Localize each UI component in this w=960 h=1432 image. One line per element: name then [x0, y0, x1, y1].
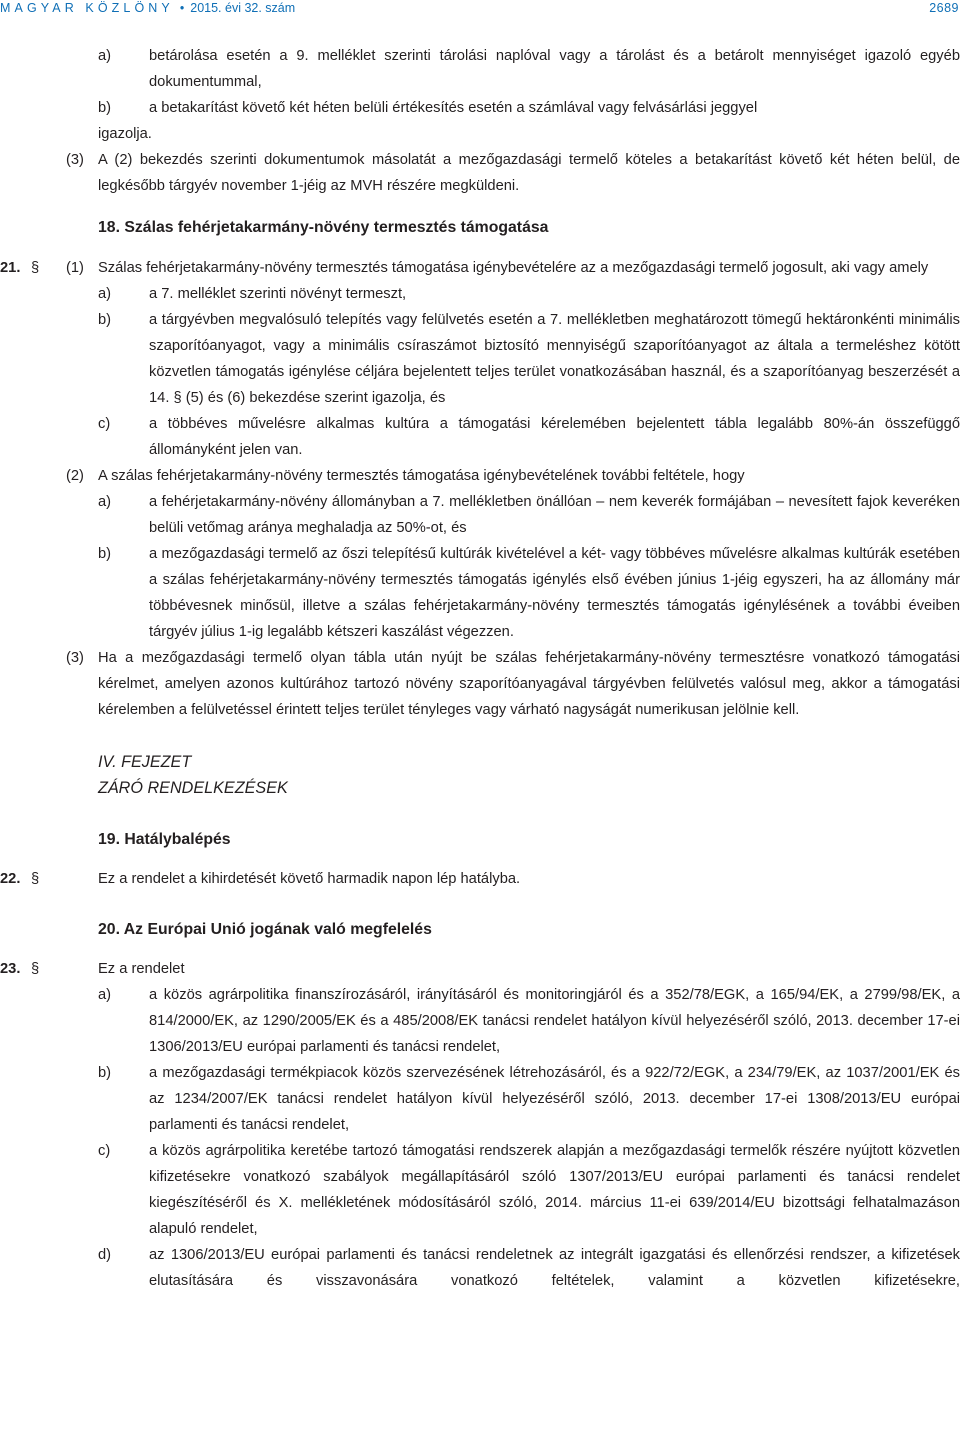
item-label: c) [98, 416, 111, 432]
section-sign: § [31, 961, 40, 977]
paragraph-number: (3) [66, 152, 84, 168]
list-item [0, 489, 960, 541]
list-item [0, 411, 960, 463]
paragraph-number: (2) [66, 468, 84, 484]
item-text: a közös agrárpolitika finanszírozásáról, irányításáról és monitoringjáról és a 352/78/EGK, a 165/94/EK, a 2799/98/EK, a 814/2000/EK, az 1290/2005/EK és a 485/2008/EK tanácsi rendelet hatályon kívül helyezéséről szóló, 2013. december 17-ei 1306/2013/EU európai parlamenti és tanácsi rendelet, [149, 987, 960, 1055]
list-item [0, 307, 960, 411]
paragraph-text: Szálas fehérjetakarmány-növény termesztés támogatása igénybevételére az a mezőgazdasági termelő jogosult, aki vagy amely [98, 260, 929, 276]
continuation-text: igazolja. [98, 126, 152, 142]
item-text: a mezőgazdasági termékpiacok közös szervezésének létrehozásáról, és a 922/72/EGK, a 234/79/EK, az 1037/2001/EK és az 1234/2007/EK tanácsi rendelet hatályon kívül helyezéséről szóló, 2013. december 17-ei 1308/2013/EU európai parlamenti és tanácsi rendelet, [149, 1065, 960, 1133]
item-label: b) [98, 1065, 112, 1081]
section-22 [0, 866, 960, 892]
section-23 [0, 956, 960, 982]
item-label: d) [98, 1247, 112, 1263]
item-text: a betakarítást követő két héten belüli értékesítés esetén a számlával vagy felvásárlási jeggyel [149, 100, 758, 116]
page-number: 2689 [929, 1, 959, 15]
section-number: 23. [0, 961, 21, 977]
list-item [0, 982, 960, 1060]
section-heading-19: 19. Hatálybalépés [98, 831, 231, 848]
list-item [0, 1060, 960, 1138]
page-header [0, 0, 960, 18]
section-sign: § [31, 871, 40, 887]
section-text: Ez a rendelet a kihirdetését követő harmadik napon lép hatályba. [98, 871, 521, 887]
item-text: a mezőgazdasági termelő az őszi telepítésű kultúrák kivételével a két- vagy többéves művelésre alkalmas kultúrák esetében a szálas fehérjetakarmány-növény termesztés támogatás igénylés első évében június 1-jéig egyszeri, ha az állomány már többévesnek minősül, illetve a szálas fehérjetakarmány-növény termesztés támogatás igénylésének a további éveiben tárgyév július 1-ig legalább kétszeri kaszálást végezzen. [149, 546, 960, 640]
item-text: a közös agrárpolitika keretébe tartozó támogatási rendszerek alapján a mezőgazdasági termelők részére nyújtott közvetlen kifizetésekre vonatkozó szabályok megállapításáról szóló 1307/2013/EU európai parlamenti és tanácsi rendelet kiegészítéséről és X. mellékletének módosításáról szóló, 2014. március 11-ei 639/2014/EU bizottsági felhatalmazáson alapuló rendelet, [149, 1143, 960, 1237]
section-number: 21. [0, 260, 21, 276]
section-intro: Ez a rendelet [98, 961, 185, 977]
list-item [0, 541, 960, 645]
section-21-para-3 [0, 645, 960, 723]
section-sign: § [31, 260, 40, 276]
list-item [0, 95, 960, 121]
paragraph-text: A szálas fehérjetakarmány-növény termesztés támogatása igénybevételének további feltétele, hogy [98, 468, 745, 484]
paragraph-number: (1) [66, 260, 84, 276]
item-text: a többéves művelésre alkalmas kultúra a támogatási kérelemében bejelentett tábla legalább 80%-án összefüggő állományként jelen van. [149, 416, 960, 458]
publication-name: MAGYAR KÖZLÖNY [0, 1, 174, 15]
item-label: b) [98, 100, 112, 116]
list-item [0, 1138, 960, 1242]
section-heading-20: 20. Az Európai Unió jogának való megfelelés [98, 921, 432, 938]
paragraph-number: (3) [66, 650, 84, 666]
list-item [0, 1242, 960, 1294]
document-body [0, 43, 960, 1294]
list-item [0, 281, 960, 307]
header-separator: • [179, 1, 185, 15]
item-label: c) [98, 1143, 111, 1159]
item-label: b) [98, 312, 112, 328]
section-21-para-2 [0, 463, 960, 489]
item-text: az 1306/2013/EU európai parlamenti és tanácsi rendeletnek az integrált igazgatási és ellenőrzési rendszer, a kifizetések elutasítására és visszavonására vonatkozó feltételek, valamint a közvetlen kifizetésekre, [149, 1247, 960, 1289]
header-publication-info [0, 0, 295, 16]
item-label: a) [98, 286, 112, 302]
item-text: a tárgyévben megvalósuló telepítés vagy felülvetés esetén a 7. mellékletben meghatározott tömegű hektáronkénti minimális szaporítóanyagot, vagy a minimális csíraszámot biztosító mennyiségű szaporítóanyagot az általa a termeléshez kötött közvetlen támogatás igénylése céljára bejelentett teljes terület vonatkozásában használ, és a szaporítóanyag beszerzését a 14. § (5) és (6) bekezdése szerint igazolja, és [149, 312, 960, 406]
list-item [0, 43, 960, 95]
item-label: a) [98, 987, 112, 1003]
chapter-title: ZÁRÓ RENDELKEZÉSEK [98, 779, 288, 797]
section-heading-18: 18. Szálas fehérjetakarmány-növény termesztés támogatása [98, 219, 549, 236]
section-number: 22. [0, 871, 21, 887]
item-text: a 7. melléklet szerinti növényt termeszt, [149, 286, 407, 302]
issue-label: 2015. évi 32. szám [190, 1, 296, 15]
item-label: b) [98, 546, 112, 562]
item-text: betárolása esetén a 9. melléklet szerinti tárolási naplóval vagy a tárolást és a betárolt mennyiséget igazoló egyéb dokumentummal, [149, 48, 960, 90]
section-21-para-1 [0, 255, 960, 281]
paragraph-text: Ha a mezőgazdasági termelő olyan tábla után nyújt be szálas fehérjetakarmány-növény termesztésre vonatkozó támogatási kérelmet, amelyen azonos kultúrához tartozó növény szaporítóanyagával tárgyévben felülvetés valósul meg, akkor a támogatási kérelemben a felülvetéssel érintett teljes terület tényleges vagy várható nagyságát numerikusan jelölnie kell. [98, 650, 960, 718]
item-label: a) [98, 494, 112, 510]
item-text: a fehérjetakarmány-növény állományban a 7. mellékletben önállóan – nem keverék formájában – nevesített fajok keveréken belüli vetőmag aránya meghaladja az 50%-ot, és [149, 494, 960, 536]
chapter-number: IV. FEJEZET [98, 753, 192, 771]
paragraph-3 [0, 147, 960, 199]
paragraph-text: A (2) bekezdés szerinti dokumentumok másolatát a mezőgazdasági termelő köteles a betakarítást követő két héten belül, de legkésőbb tárgyév november 1-jéig az MVH részére megküldeni. [98, 152, 960, 194]
item-label: a) [98, 48, 112, 64]
